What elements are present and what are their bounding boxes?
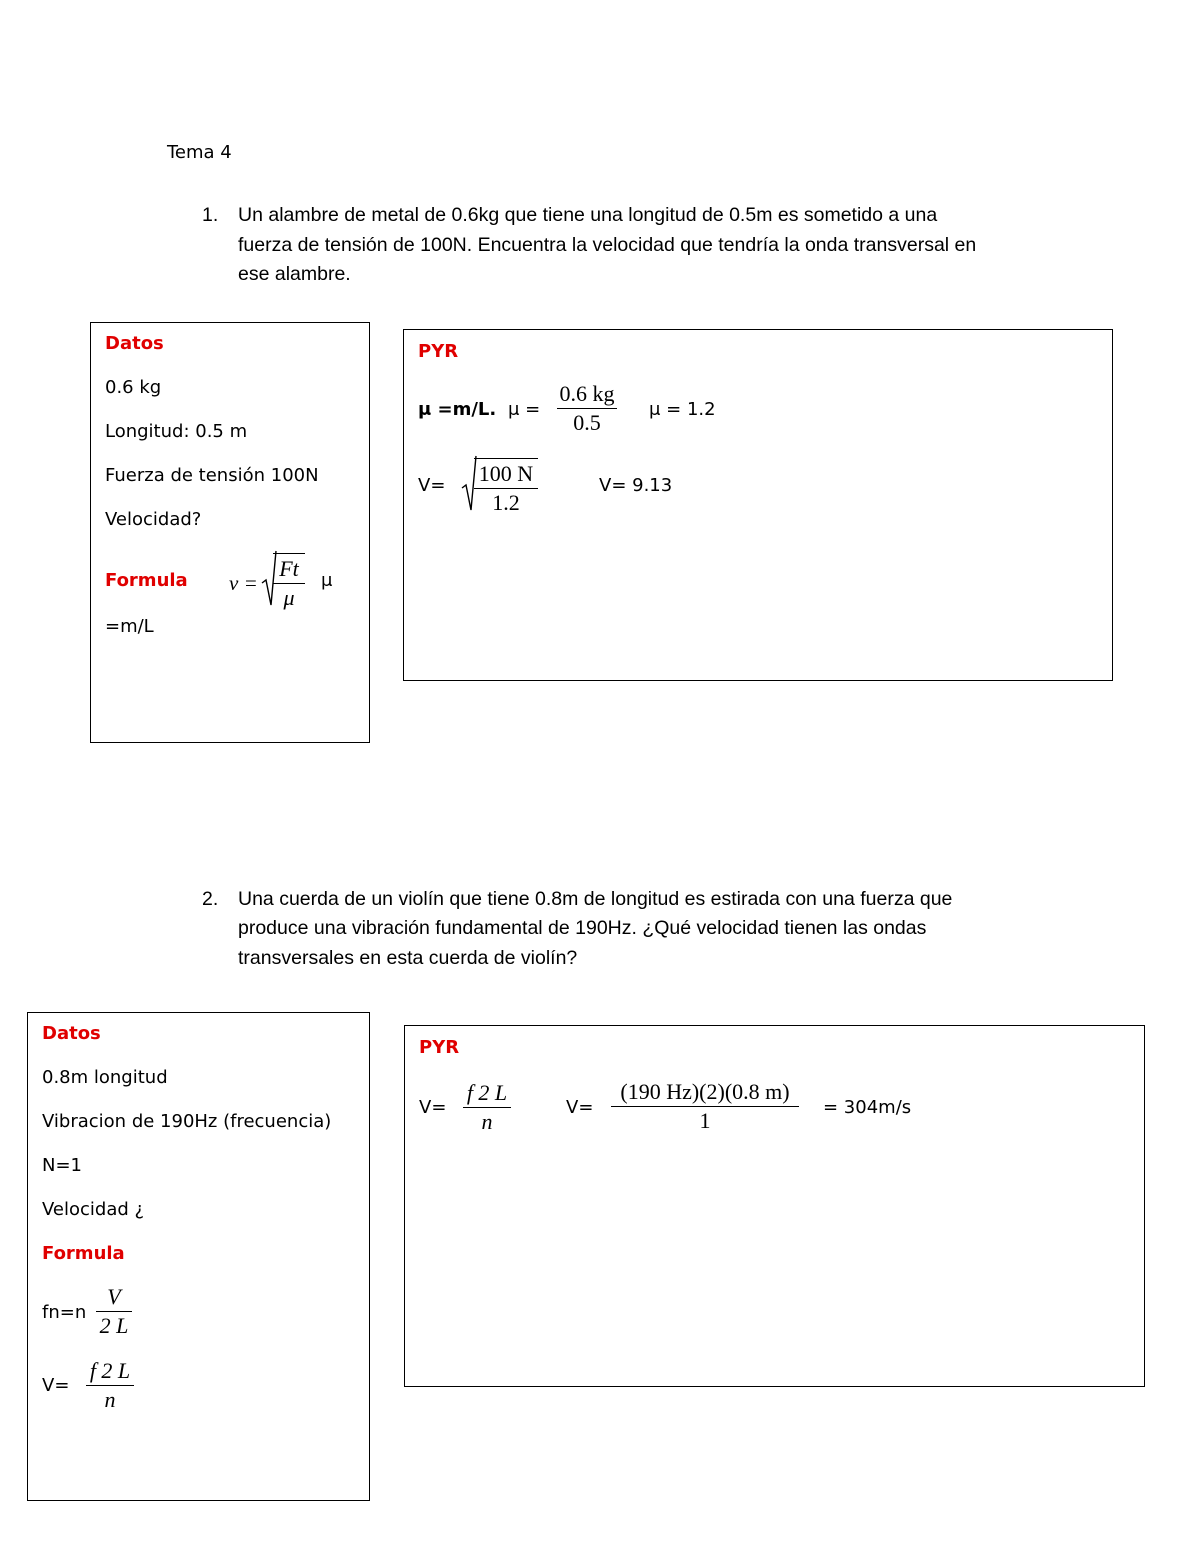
q1-v-numerator: 100 N bbox=[478, 461, 534, 486]
q2-fn-numerator: V bbox=[107, 1284, 121, 1309]
q1-formula-numerator: Ft bbox=[279, 556, 299, 581]
q1-datos-box bbox=[90, 322, 370, 743]
q2-v-label-1: V= bbox=[419, 1097, 447, 1118]
q2-fn-label: fn=n bbox=[42, 1302, 87, 1323]
q2-formula-heading: Formula bbox=[42, 1243, 125, 1264]
question-1-line-2: fuerza de tensión de 100N. Encuentra la velocidad que tendría la onda transversal en bbox=[238, 234, 977, 256]
q1-pyr-box bbox=[403, 329, 1113, 681]
q2-datos-item: Velocidad ¿ bbox=[42, 1199, 145, 1220]
q1-v-label: V= bbox=[418, 475, 446, 496]
q1-datos-heading: Datos bbox=[105, 333, 164, 354]
q2-datos-item: Vibracion de 190Hz (frecuencia) bbox=[42, 1111, 332, 1132]
q1-datos-item: Velocidad? bbox=[105, 509, 202, 530]
question-2-number: 2. bbox=[202, 888, 219, 910]
q2-v-label-2: V= bbox=[566, 1097, 594, 1118]
q1-pyr-heading: PYR bbox=[418, 341, 459, 362]
q2-fn-fraction bbox=[96, 1284, 132, 1339]
q1-mu-denominator: 0.5 bbox=[573, 410, 601, 435]
question-1-line-3: ese alambre. bbox=[238, 263, 351, 285]
q2-pyr-heading: PYR bbox=[419, 1037, 460, 1058]
q2-result: = 304m/s bbox=[823, 1097, 912, 1118]
q1-datos-item: Fuerza de tensión 100N bbox=[105, 465, 319, 486]
q2-v-denominator-1: n bbox=[481, 1109, 493, 1134]
q2-pyr-box bbox=[404, 1025, 1145, 1387]
q2-v-numerator: f 2 L bbox=[89, 1358, 131, 1383]
q2-datos-item: N=1 bbox=[42, 1155, 82, 1176]
question-1-line-1: Un alambre de metal de 0.6kg que tiene una longitud de 0.5m es sometido a una bbox=[238, 204, 938, 226]
q1-datos-item: Longitud: 0.5 m bbox=[105, 421, 248, 442]
q1-formula-note: =m/L bbox=[105, 616, 154, 637]
q2-v-label: V= bbox=[42, 1375, 70, 1396]
q1-mu-numerator: 0.6 kg bbox=[559, 381, 615, 406]
q1-formula-heading: Formula bbox=[105, 570, 188, 591]
q1-formula-fraction bbox=[273, 553, 305, 611]
q2-v-fraction bbox=[86, 1358, 134, 1413]
q1-formula-lhs: v = bbox=[229, 571, 258, 595]
q2-v-numerator-1: f 2 L bbox=[466, 1080, 508, 1105]
q1-mu-fraction bbox=[557, 381, 617, 436]
q2-v-fraction-1 bbox=[463, 1080, 511, 1135]
q2-v-denominator-2: 1 bbox=[699, 1108, 711, 1133]
q1-mu-equals: μ = bbox=[508, 399, 541, 420]
q2-datos-box bbox=[27, 1012, 370, 1501]
q1-mu-definition: μ =m/L. bbox=[418, 399, 497, 420]
question-2-line-2: produce una vibración fundamental de 190Hz. ¿Qué velocidad tienen las ondas bbox=[238, 917, 927, 939]
q1-v-denominator: 1.2 bbox=[492, 490, 520, 515]
question-2-line-3: transversales en esta cuerda de violín? bbox=[238, 947, 578, 969]
question-1-number: 1. bbox=[202, 204, 219, 226]
question-2-line-1: Una cuerda de un violín que tiene 0.8m de longitud es estirada con una fuerza que bbox=[238, 888, 953, 910]
q2-datos-item: 0.8m longitud bbox=[42, 1067, 168, 1088]
q1-datos-item: 0.6 kg bbox=[105, 377, 162, 398]
q2-datos-heading: Datos bbox=[42, 1023, 101, 1044]
q2-fn-denominator: 2 L bbox=[99, 1313, 129, 1338]
q1-v-fraction bbox=[474, 458, 538, 516]
q2-v-numerator-2: (190 Hz)(2)(0.8 m) bbox=[620, 1079, 790, 1104]
q2-v-fraction-2 bbox=[611, 1079, 799, 1134]
q1-formula-denominator: μ bbox=[283, 585, 295, 610]
q2-v-denominator: n bbox=[104, 1387, 116, 1412]
page-title: Tema 4 bbox=[167, 142, 232, 163]
q1-v-result: V= 9.13 bbox=[599, 475, 673, 496]
q1-mu-result: μ = 1.2 bbox=[649, 399, 716, 420]
q1-formula-trailing: μ bbox=[321, 570, 333, 591]
